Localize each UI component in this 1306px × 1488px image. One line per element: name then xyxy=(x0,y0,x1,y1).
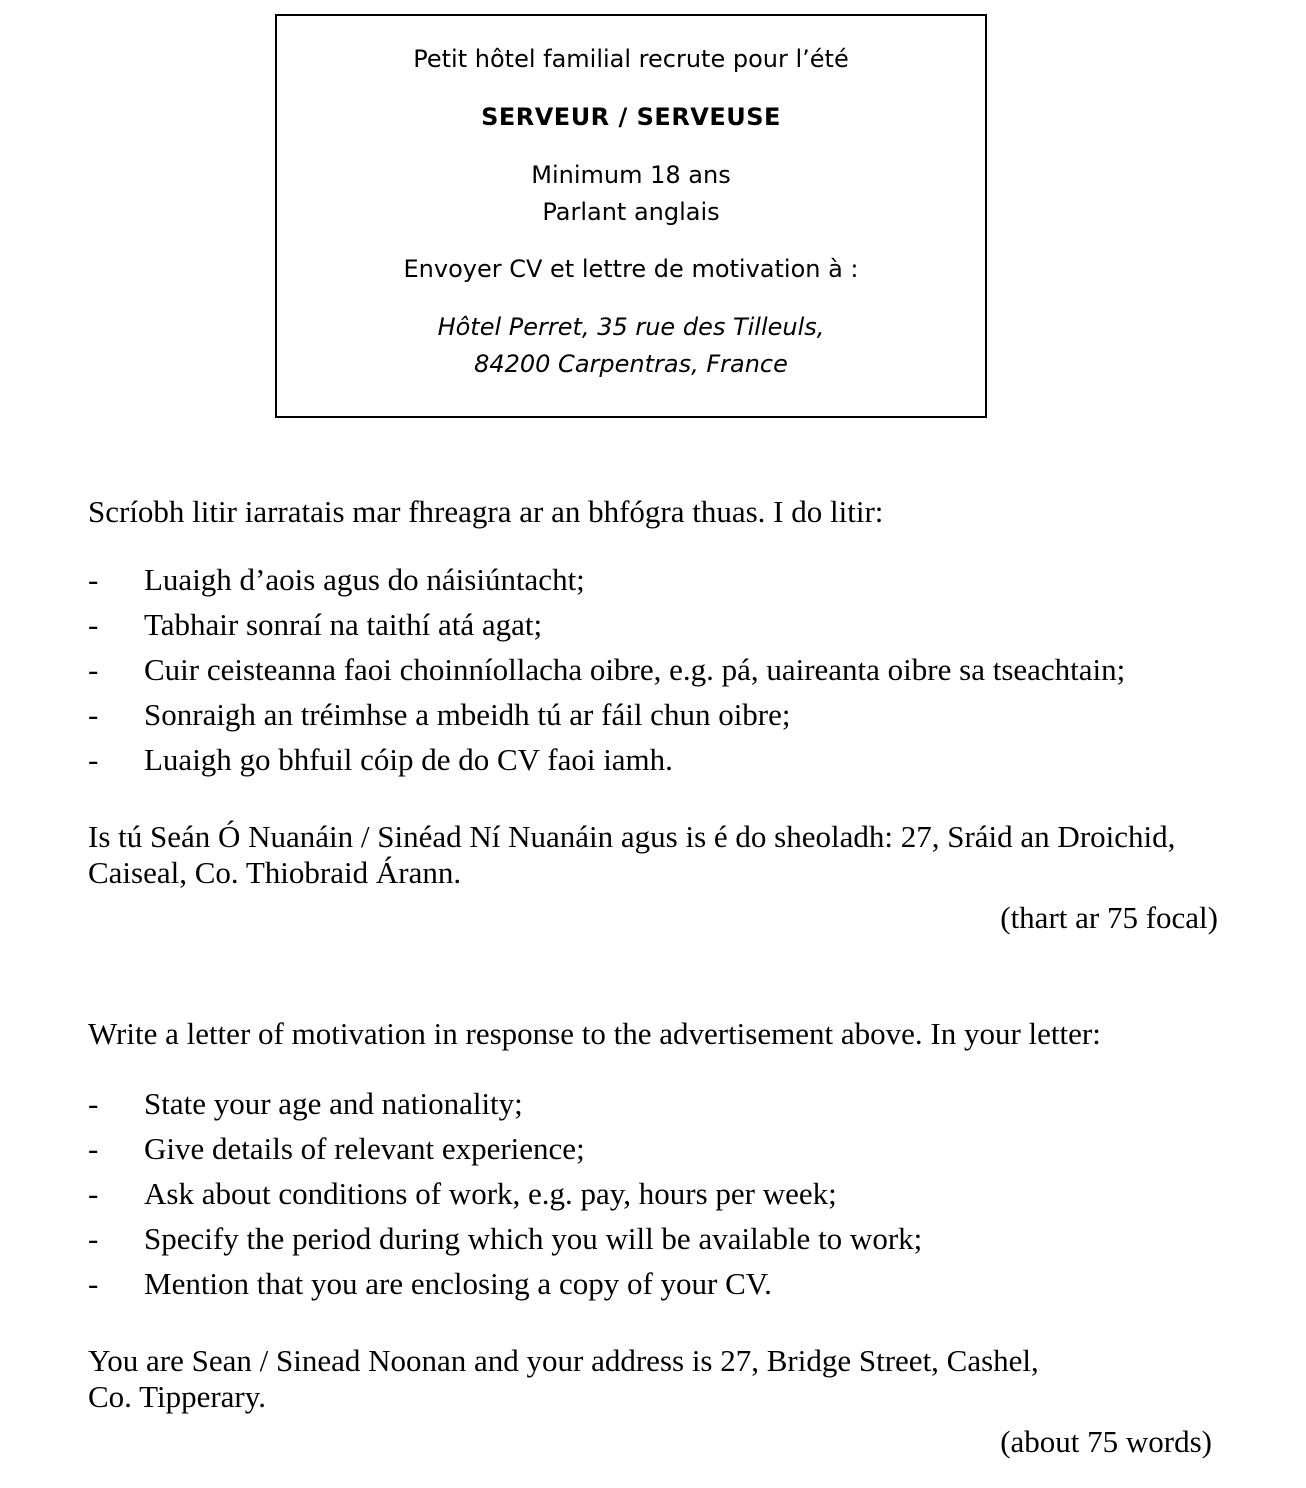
advert-send-instruction: Envoyer CV et lettre de motivation à : xyxy=(403,255,859,283)
irish-bullet-2: Tabhair sonraí na taithí atá agat; xyxy=(144,607,543,642)
bullet-marker: - xyxy=(88,1266,99,1301)
english-bullet-1: State your age and nationality; xyxy=(144,1086,523,1121)
irish-word-count: (thart ar 75 focal) xyxy=(1000,900,1218,935)
bullet-marker: - xyxy=(88,1086,99,1121)
english-bullet-2: Give details of relevant experience; xyxy=(144,1131,585,1166)
bullet-marker: - xyxy=(88,1131,99,1166)
advert-address-line-1: Hôtel Perret, 35 rue des Tilleuls, xyxy=(437,313,825,341)
english-identity-line-2: Co. Tipperary. xyxy=(88,1379,266,1414)
job-advertisement-box xyxy=(275,14,987,418)
bullet-marker: - xyxy=(88,1221,99,1256)
irish-identity-line-1: Is tú Seán Ó Nuanáin / Sinéad Ní Nuanáin agus is é do sheoladh: 27, Sráid an Droichid, xyxy=(88,819,1176,854)
english-bullet-4: Specify the period during which you will be available to work; xyxy=(144,1221,923,1256)
advert-intro: Petit hôtel familial recrute pour l’été xyxy=(413,45,849,73)
irish-bullet-3: Cuir ceisteanna faoi choinníollacha oibre, e.g. pá, uaireanta oibre sa tseachtain; xyxy=(144,652,1126,687)
english-bullet-3: Ask about conditions of work, e.g. pay, hours per week; xyxy=(144,1176,837,1211)
irish-bullet-4: Sonraigh an tréimhse a mbeidh tú ar fáil chun oibre; xyxy=(144,697,791,732)
advert-requirement-age: Minimum 18 ans xyxy=(531,161,731,189)
bullet-marker: - xyxy=(88,652,99,687)
bullet-marker: - xyxy=(88,742,99,777)
bullet-marker: - xyxy=(88,697,99,732)
irish-bullet-1: Luaigh d’aois agus do náisiúntacht; xyxy=(144,562,585,597)
bullet-marker: - xyxy=(88,1176,99,1211)
english-identity-line-1: You are Sean / Sinead Noonan and your address is 27, Bridge Street, Cashel, xyxy=(88,1343,1039,1378)
irish-identity-line-2: Caiseal, Co. Thiobraid Árann. xyxy=(88,855,462,890)
english-instruction: Write a letter of motivation in response to the advertisement above. In your letter: xyxy=(88,1016,1101,1051)
english-bullet-5: Mention that you are enclosing a copy of your CV. xyxy=(144,1266,772,1301)
irish-bullet-5: Luaigh go bhfuil cóip de do CV faoi iamh. xyxy=(144,742,673,777)
advert-title: SERVEUR / SERVEUSE xyxy=(481,103,781,131)
advert-requirement-language: Parlant anglais xyxy=(542,198,720,226)
advert-address-line-2: 84200 Carpentras, France xyxy=(474,350,788,378)
english-word-count: (about 75 words) xyxy=(1000,1424,1212,1459)
bullet-marker: - xyxy=(88,562,99,597)
bullet-marker: - xyxy=(88,607,99,642)
irish-instruction: Scríobh litir iarratais mar fhreagra ar an bhfógra thuas. I do litir: xyxy=(88,494,884,529)
